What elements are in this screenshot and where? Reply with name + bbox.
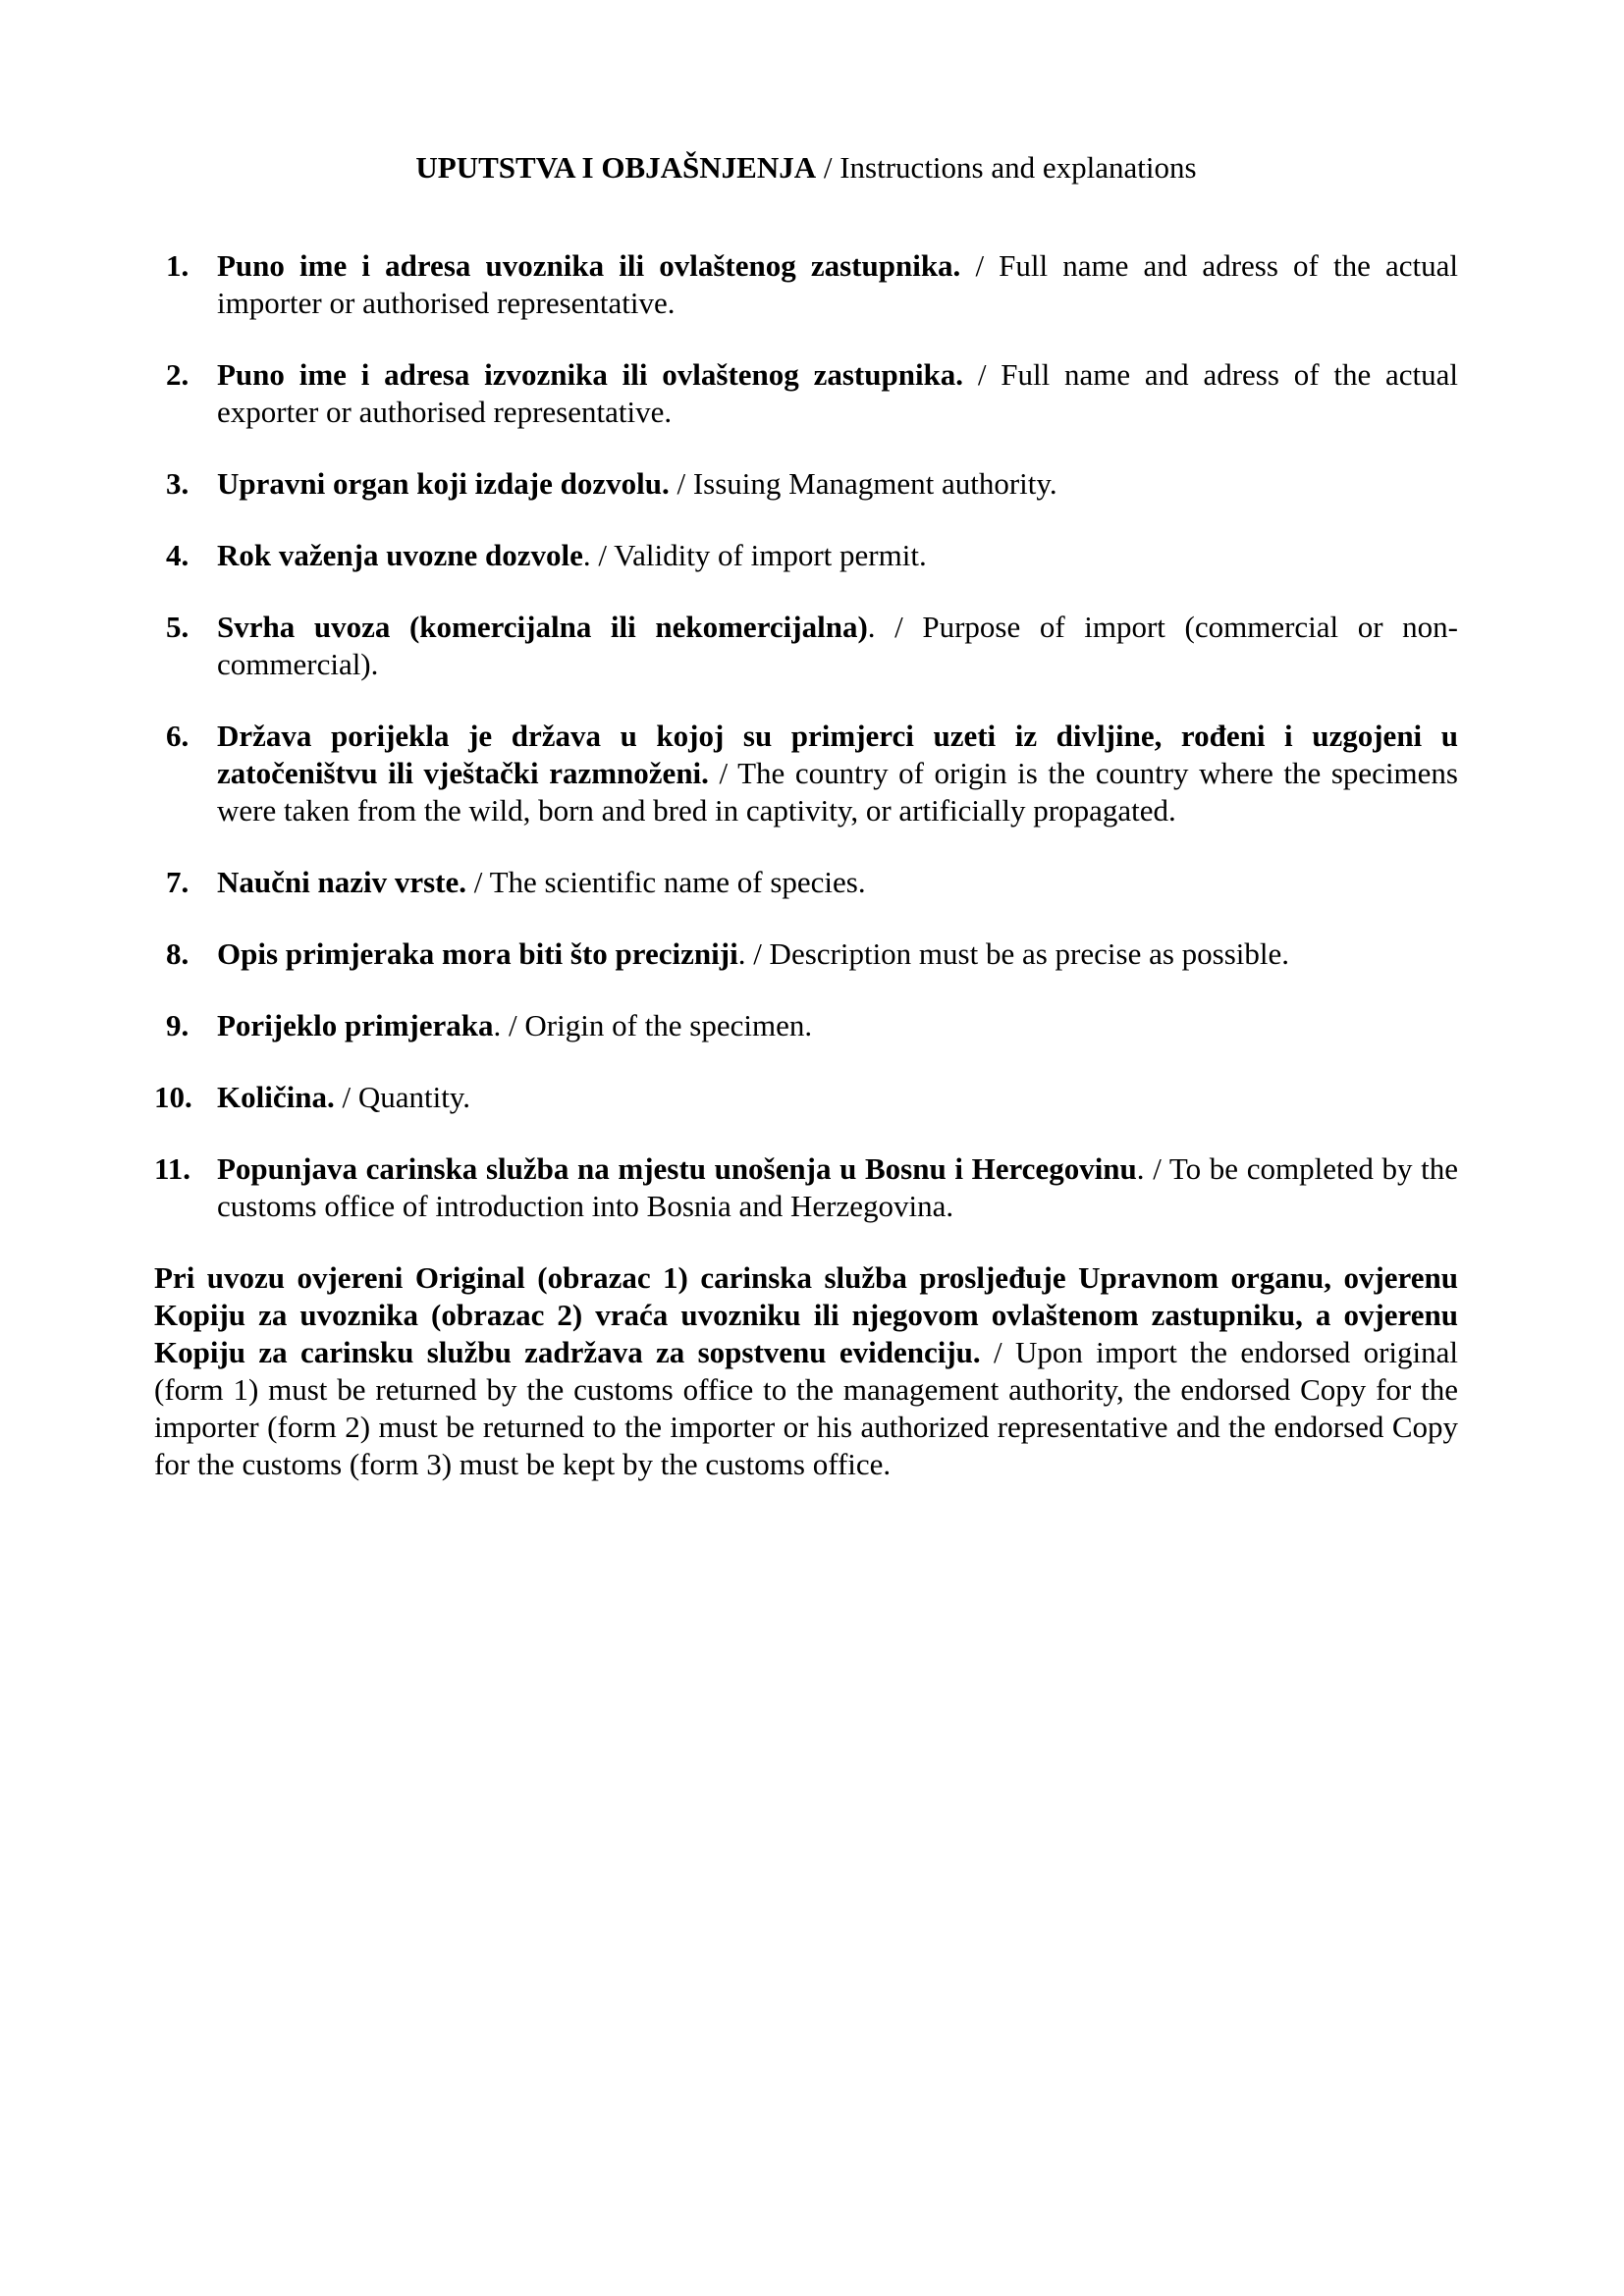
item-translation: / Issuing Managment authority. [669,466,1057,501]
list-item [154,1007,1458,1044]
item-bold-text: Porijeklo primjeraka [217,1008,494,1042]
item-translation: / Full name and adress of the actual exporter or authorised representative. [217,357,1458,429]
item-bold-text: Naučni naziv vrste. [217,865,467,899]
item-number: 6. [166,719,189,753]
item-bold-text: Puno ime i adresa uvoznika ili ovlaštenog zastupnika. [217,248,961,283]
item-bold-text: Upravni organ koji izdaje dozvolu. [217,466,670,501]
item-number: 1. [166,248,189,283]
document-page [154,149,1458,1514]
document-title [154,149,1458,187]
item-number: 5. [166,610,189,644]
item-bold-text: Svrha uvoza (komercijalna ili nekomercijalna) [217,610,868,644]
item-number: 3. [166,466,189,501]
item-number: 7. [166,865,189,899]
list-item [154,247,1458,322]
item-number: 8. [166,936,189,971]
item-number: 11. [154,1151,191,1186]
list-item [154,537,1458,574]
title-translation: / Instructions and explanations [816,150,1197,185]
instruction-list [154,247,1458,1225]
item-bold-text: Popunjava carinska služba na mjestu unošenja u Bosnu i Hercegovinu [217,1151,1137,1186]
list-item [154,864,1458,901]
item-translation: . / To be completed by the customs office of introduction into Bosnia and Herzegovina. [217,1151,1458,1223]
list-item [154,609,1458,683]
item-bold-text: Puno ime i adresa izvoznika ili ovlaštenog zastupnika. [217,357,964,392]
item-bold-text: Rok važenja uvozne dozvole [217,538,583,572]
item-translation: / The scientific name of species. [466,865,866,899]
item-number: 9. [166,1008,189,1042]
item-translation: / Full name and adress of the actual importer or authorised representative. [217,248,1458,320]
closing-translation: / Upon import the endorsed original (form 1) must be returned by the customs office to the management authority, the endorsed Copy for the importer (form 2) must be returned to the importer or his authorized representative and the endorsed Copy for the customs (form 3) must be kept by the customs office. [154,1335,1458,1481]
item-number: 4. [166,538,189,572]
item-bold-text: Opis primjeraka mora biti što precizniji [217,936,738,971]
item-number: 2. [166,357,189,392]
item-bold-text: Količina. [217,1080,335,1114]
list-item [154,465,1458,503]
item-translation: / The country of origin is the country where the specimens were taken from the wild, born and bred in captivity, or artificially propagated. [217,756,1458,828]
item-bold-text: Država porijekla je država u kojoj su primjerci uzeti iz divljine, rođeni i uzgojeni u zatočeništvu ili vještački razmnoženi. [217,719,1458,790]
list-item [154,1150,1458,1225]
list-item [154,1079,1458,1116]
list-item [154,935,1458,973]
item-number: 10. [154,1080,192,1114]
item-translation: / Quantity. [334,1080,471,1114]
item-translation: . / Origin of the specimen. [493,1008,813,1042]
title-bold: UPUTSTVA I OBJAŠNJENJA [415,150,817,185]
item-translation: . / Purpose of import (commercial or non-commercial). [217,610,1458,681]
list-item [154,356,1458,431]
closing-bold-text: Pri uvozu ovjereni Original (obrazac 1) carinska služba prosljeđuje Upravnom organu, ovjerenu Kopiju za uvoznika (obrazac 2) vraća uvozniku ili njegovom ovlaštenom zastupniku, a ovjerenu Kopiju za carinsku službu zadržava za sopstvenu evidenciju. [154,1260,1458,1369]
list-item [154,718,1458,829]
closing-paragraph [154,1259,1458,1483]
item-translation: . / Description must be as precise as possible. [737,936,1290,971]
item-translation: . / Validity of import permit. [582,538,927,572]
